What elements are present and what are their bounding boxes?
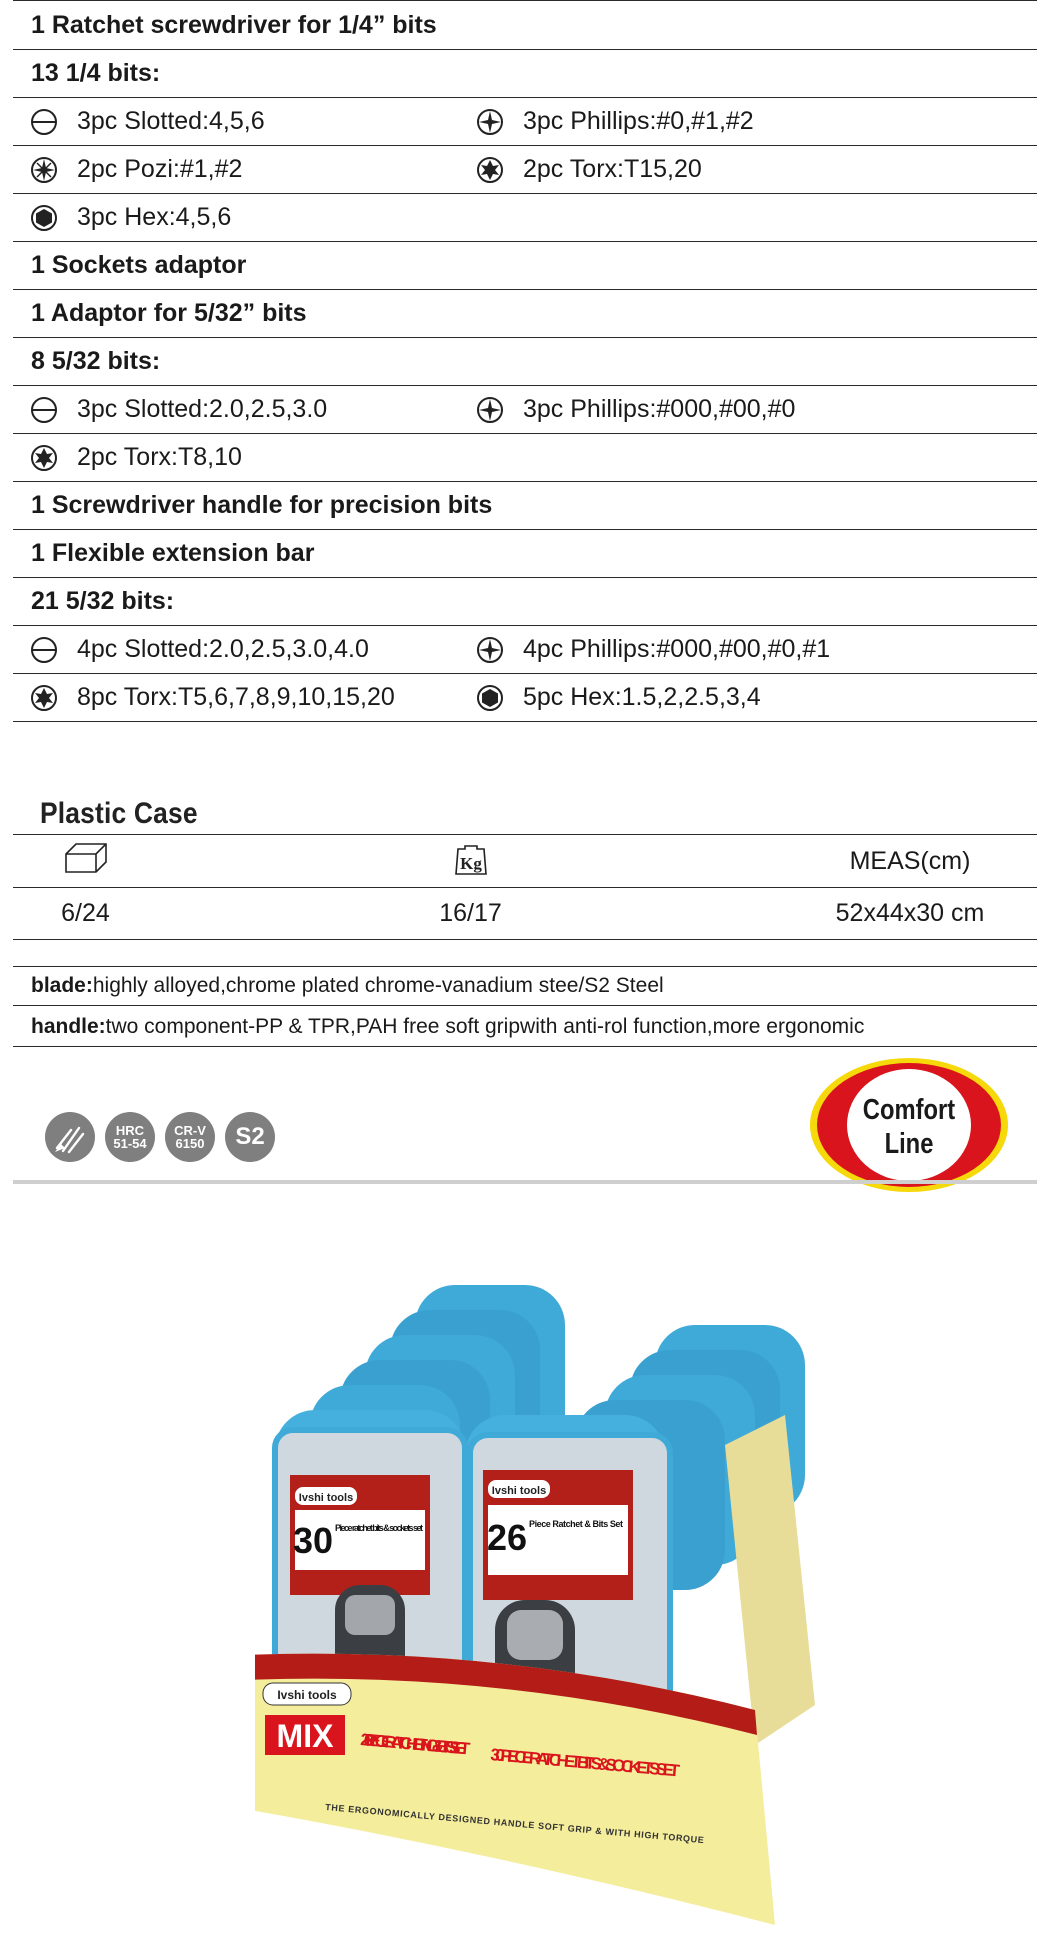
- component-heading-row: 1 Screwdriver handle for precision bits: [13, 482, 1037, 530]
- section-divider: [13, 1180, 1037, 1184]
- comfort-line-logo: [808, 1055, 1010, 1195]
- weight-value: 16/17: [439, 899, 502, 927]
- display-box-left-product: 26 PIECE RATCHETING & BITS SET: [359, 1730, 471, 1759]
- comfort-line-logo-line2: Line: [884, 1126, 934, 1160]
- bit-item: [13, 683, 459, 713]
- case-right-number: 26: [486, 1517, 528, 1558]
- bit-item-text: 3pc Slotted:4,5,6: [77, 107, 265, 135]
- pozi-icon: [29, 155, 59, 185]
- bit-item: [459, 155, 702, 185]
- phillips-icon: [475, 107, 505, 137]
- bit-item: [459, 635, 830, 665]
- bit-item: [13, 395, 459, 425]
- case-left-number: 30: [292, 1520, 334, 1561]
- bit-item-text: 8pc Torx:T5,6,7,8,9,10,15,20: [77, 683, 395, 711]
- torx-icon: [29, 443, 59, 473]
- packaging-value-row: [13, 888, 1037, 940]
- bit-item: [459, 683, 761, 713]
- crv-badge-line2: 6150: [175, 1136, 205, 1151]
- bit-items-row: [13, 674, 1037, 722]
- s2-badge: S2: [225, 1112, 275, 1162]
- hex-icon: [475, 683, 505, 713]
- torx-icon: [475, 155, 505, 185]
- bit-item-text: 3pc Slotted:2.0,2.5,3.0: [77, 395, 328, 423]
- handle-spec-text: two component-PP & TPR,PAH free soft gripwith anti-rol function,more ergonomic: [105, 1014, 865, 1038]
- packaging-title: Plastic Case: [40, 797, 198, 830]
- box-icon: [64, 842, 108, 874]
- bit-item-text: 3pc Phillips:#0,#1,#2: [523, 107, 754, 135]
- bit-item-text: 4pc Slotted:2.0,2.5,3.0,4.0: [77, 635, 369, 663]
- bit-items-row: [13, 194, 1037, 242]
- torx-icon: [29, 683, 59, 713]
- case-right-brand: Ivshi tools: [491, 1485, 547, 1497]
- feature-badges: [45, 1112, 275, 1162]
- crv-badge: [165, 1112, 215, 1162]
- hrc-badge-line1: HRC: [115, 1123, 145, 1138]
- carton-qty-header: [13, 842, 158, 881]
- meas-header: MEAS(cm): [849, 846, 971, 875]
- bit-item-text: 3pc Phillips:#000,#00,#0: [523, 395, 796, 423]
- packaging-header-row: [13, 834, 1037, 888]
- component-heading-row: 1 Ratchet screwdriver for 1/4” bits: [13, 0, 1037, 50]
- weight-kg-icon: [454, 840, 488, 876]
- bit-item-text: 2pc Pozi:#1,#2: [77, 155, 243, 183]
- component-heading-row: 21 5/32 bits:: [13, 578, 1037, 626]
- hrc-badge-line2: 51-54: [113, 1136, 147, 1151]
- blade-spec-label: blade:: [31, 974, 93, 997]
- bit-item: [13, 107, 459, 137]
- bit-item-text: 2pc Torx:T15,20: [523, 155, 702, 183]
- case-left-label: Piece ratchet bits & sockets set: [335, 1523, 423, 1533]
- blade-spec-text: highly alloyed,chrome plated chrome-vanadium stee/S2 Steel: [92, 974, 664, 997]
- packaging-table: [13, 834, 1037, 940]
- screwdriver-bits-icon: [51, 1118, 89, 1156]
- hex-icon: [29, 203, 59, 233]
- bit-items-row: [13, 386, 1037, 434]
- bit-item-text: 3pc Hex:4,5,6: [77, 203, 232, 231]
- display-box-brand: Ivshi tools: [277, 1688, 337, 1702]
- component-heading-row: 8 5/32 bits:: [13, 338, 1037, 386]
- bit-items-row: [13, 434, 1037, 482]
- bit-item: [13, 635, 459, 665]
- handle-spec-label: handle:: [31, 1014, 106, 1038]
- bit-item: [459, 107, 754, 137]
- display-box-slogan: THE ERGONOMICALLY DESIGNED HANDLE SOFT GRIP & WITH HIGH TORQUE: [324, 1802, 705, 1846]
- bit-item: [13, 443, 459, 473]
- bit-items-row: [13, 146, 1037, 194]
- weight-header: [158, 840, 783, 883]
- bit-item: [13, 203, 459, 233]
- bit-item-text: 2pc Torx:T8,10: [77, 443, 242, 471]
- comfort-line-logo-line1: Comfort: [862, 1092, 956, 1126]
- bit-item: [459, 395, 795, 425]
- slotted-icon: [29, 107, 59, 137]
- screwdriver-bits-badge: [45, 1112, 95, 1162]
- bit-items-row: [13, 98, 1037, 146]
- blade-spec: [13, 966, 1037, 1006]
- phillips-icon: [475, 635, 505, 665]
- slotted-icon: [29, 395, 59, 425]
- component-heading-row: 13 1/4 bits:: [13, 50, 1037, 98]
- weight-kg-icon-text: Kg: [459, 853, 482, 873]
- product-display-photo: [255, 1265, 985, 1935]
- slotted-icon: [29, 635, 59, 665]
- bit-item-text: 4pc Phillips:#000,#00,#0,#1: [523, 635, 831, 663]
- component-heading-row: 1 Adaptor for 5/32” bits: [13, 290, 1037, 338]
- component-heading-row: 1 Flexible extension bar: [13, 530, 1037, 578]
- case-right-label: Piece Ratchet & Bits Set: [529, 1519, 623, 1529]
- bit-items-row: [13, 626, 1037, 674]
- component-heading-row: 1 Sockets adaptor: [13, 242, 1037, 290]
- case-left-brand: Ivshi tools: [298, 1492, 354, 1504]
- handle-spec: [13, 1007, 1037, 1047]
- bit-item-text: 5pc Hex:1.5,2,2.5,3,4: [523, 683, 761, 711]
- bit-item: [13, 155, 459, 185]
- display-box-right-product: 30 PIECE RATCHET BITS & SOCKETS SET: [489, 1745, 681, 1781]
- meas-value: 52x44x30 cm: [835, 899, 985, 927]
- component-list: [13, 0, 1037, 722]
- crv-badge-line1: CR-V: [174, 1123, 206, 1138]
- hrc-badge: [105, 1112, 155, 1162]
- phillips-icon: [475, 395, 505, 425]
- carton-qty-value: 6/24: [61, 899, 110, 927]
- display-box-mix: MIX: [276, 1718, 334, 1754]
